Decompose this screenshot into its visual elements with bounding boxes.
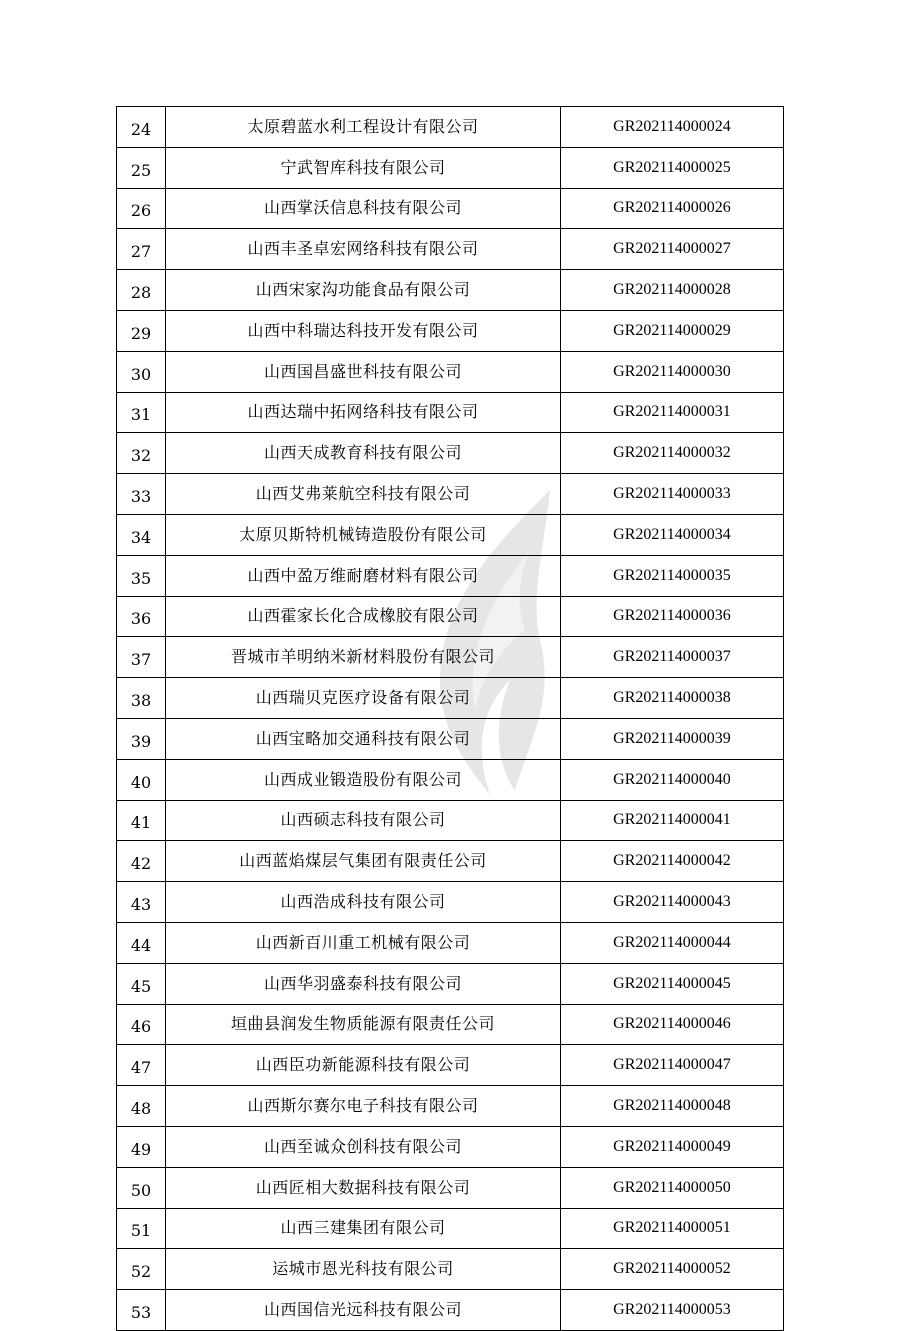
table-row xyxy=(117,841,784,882)
row-number: 49 xyxy=(117,1126,166,1167)
company-name: 山西蓝焰煤层气集团有限责任公司 xyxy=(166,841,561,882)
certificate-number: GR202114000053 xyxy=(561,1290,784,1331)
row-number: 52 xyxy=(117,1249,166,1290)
certificate-number: GR202114000038 xyxy=(561,678,784,719)
certificate-number: GR202114000042 xyxy=(561,841,784,882)
certificate-number: GR202114000050 xyxy=(561,1167,784,1208)
row-number: 51 xyxy=(117,1208,166,1249)
company-name: 山西丰圣卓宏网络科技有限公司 xyxy=(166,229,561,270)
certificate-number: GR202114000032 xyxy=(561,433,784,474)
row-number: 40 xyxy=(117,759,166,800)
certificate-number: GR202114000034 xyxy=(561,514,784,555)
company-name: 山西霍家长化合成橡胶有限公司 xyxy=(166,596,561,637)
table-row xyxy=(117,107,784,148)
row-number: 25 xyxy=(117,147,166,188)
table-row xyxy=(117,351,784,392)
certificate-number: GR202114000052 xyxy=(561,1249,784,1290)
certificate-number: GR202114000025 xyxy=(561,147,784,188)
row-number: 33 xyxy=(117,474,166,515)
company-name: 山西斯尔赛尔电子科技有限公司 xyxy=(166,1086,561,1127)
company-name: 山西宝略加交通科技有限公司 xyxy=(166,718,561,759)
row-number: 26 xyxy=(117,188,166,229)
company-name: 太原贝斯特机械铸造股份有限公司 xyxy=(166,514,561,555)
company-name: 山西匠相大数据科技有限公司 xyxy=(166,1167,561,1208)
certificate-number: GR202114000048 xyxy=(561,1086,784,1127)
table-row xyxy=(117,637,784,678)
company-name: 运城市恩光科技有限公司 xyxy=(166,1249,561,1290)
table-row xyxy=(117,1126,784,1167)
certificate-number: GR202114000045 xyxy=(561,963,784,1004)
certificate-number: GR202114000029 xyxy=(561,310,784,351)
company-name: 晋城市羊明纳米新材料股份有限公司 xyxy=(166,637,561,678)
company-table xyxy=(116,106,784,1331)
company-name: 山西成业锻造股份有限公司 xyxy=(166,759,561,800)
company-name: 山西艾弗莱航空科技有限公司 xyxy=(166,474,561,515)
certificate-number: GR202114000028 xyxy=(561,270,784,311)
company-name: 山西华羽盛泰科技有限公司 xyxy=(166,963,561,1004)
company-name: 山西天成教育科技有限公司 xyxy=(166,433,561,474)
table-row xyxy=(117,678,784,719)
certificate-number: GR202114000026 xyxy=(561,188,784,229)
company-name: 山西臣功新能源科技有限公司 xyxy=(166,1045,561,1086)
row-number: 42 xyxy=(117,841,166,882)
row-number: 44 xyxy=(117,922,166,963)
certificate-number: GR202114000039 xyxy=(561,718,784,759)
table-row xyxy=(117,392,784,433)
row-number: 46 xyxy=(117,1004,166,1045)
certificate-number: GR202114000047 xyxy=(561,1045,784,1086)
table-row xyxy=(117,1249,784,1290)
company-name: 山西国昌盛世科技有限公司 xyxy=(166,351,561,392)
certificate-number: GR202114000031 xyxy=(561,392,784,433)
table-row xyxy=(117,229,784,270)
certificate-number: GR202114000037 xyxy=(561,637,784,678)
row-number: 27 xyxy=(117,229,166,270)
company-name: 山西新百川重工机械有限公司 xyxy=(166,922,561,963)
table-row xyxy=(117,963,784,1004)
table-row xyxy=(117,310,784,351)
company-name: 山西硕志科技有限公司 xyxy=(166,800,561,841)
certificate-number: GR202114000027 xyxy=(561,229,784,270)
row-number: 36 xyxy=(117,596,166,637)
table-row xyxy=(117,270,784,311)
table-row xyxy=(117,555,784,596)
row-number: 39 xyxy=(117,718,166,759)
table-row xyxy=(117,474,784,515)
certificate-number: GR202114000049 xyxy=(561,1126,784,1167)
certificate-number: GR202114000041 xyxy=(561,800,784,841)
certificate-number: GR202114000035 xyxy=(561,555,784,596)
row-number: 41 xyxy=(117,800,166,841)
certificate-number: GR202114000040 xyxy=(561,759,784,800)
row-number: 47 xyxy=(117,1045,166,1086)
table-row xyxy=(117,922,784,963)
table-row xyxy=(117,514,784,555)
table-row xyxy=(117,759,784,800)
table-row xyxy=(117,1290,784,1331)
table-row xyxy=(117,188,784,229)
row-number: 45 xyxy=(117,963,166,1004)
company-name: 山西掌沃信息科技有限公司 xyxy=(166,188,561,229)
company-name: 山西宋家沟功能食品有限公司 xyxy=(166,270,561,311)
certificate-number: GR202114000046 xyxy=(561,1004,784,1045)
row-number: 24 xyxy=(117,107,166,148)
table-row xyxy=(117,1004,784,1045)
company-name: 山西中盈万维耐磨材料有限公司 xyxy=(166,555,561,596)
table-row xyxy=(117,882,784,923)
company-name: 山西达瑞中拓网络科技有限公司 xyxy=(166,392,561,433)
company-name: 山西中科瑞达科技开发有限公司 xyxy=(166,310,561,351)
table-row xyxy=(117,718,784,759)
certificate-number: GR202114000051 xyxy=(561,1208,784,1249)
certificate-number: GR202114000030 xyxy=(561,351,784,392)
table-row xyxy=(117,596,784,637)
certificate-number: GR202114000024 xyxy=(561,107,784,148)
company-name: 垣曲县润发生物质能源有限责任公司 xyxy=(166,1004,561,1045)
table-row xyxy=(117,433,784,474)
row-number: 31 xyxy=(117,392,166,433)
row-number: 29 xyxy=(117,310,166,351)
company-name: 宁武智库科技有限公司 xyxy=(166,147,561,188)
row-number: 32 xyxy=(117,433,166,474)
row-number: 28 xyxy=(117,270,166,311)
row-number: 34 xyxy=(117,514,166,555)
table-row xyxy=(117,1208,784,1249)
row-number: 50 xyxy=(117,1167,166,1208)
certificate-number: GR202114000043 xyxy=(561,882,784,923)
certificate-number: GR202114000033 xyxy=(561,474,784,515)
certificate-number: GR202114000044 xyxy=(561,922,784,963)
row-number: 38 xyxy=(117,678,166,719)
table-row xyxy=(117,147,784,188)
company-name: 山西国信光远科技有限公司 xyxy=(166,1290,561,1331)
certificate-number: GR202114000036 xyxy=(561,596,784,637)
row-number: 53 xyxy=(117,1290,166,1331)
row-number: 30 xyxy=(117,351,166,392)
company-name: 山西瑞贝克医疗设备有限公司 xyxy=(166,678,561,719)
table-row xyxy=(117,1086,784,1127)
company-name: 山西至诚众创科技有限公司 xyxy=(166,1126,561,1167)
row-number: 43 xyxy=(117,882,166,923)
company-name: 山西三建集团有限公司 xyxy=(166,1208,561,1249)
row-number: 35 xyxy=(117,555,166,596)
company-name: 山西浩成科技有限公司 xyxy=(166,882,561,923)
table-row xyxy=(117,1045,784,1086)
row-number: 37 xyxy=(117,637,166,678)
company-name: 太原碧蓝水利工程设计有限公司 xyxy=(166,107,561,148)
row-number: 48 xyxy=(117,1086,166,1127)
table-row xyxy=(117,800,784,841)
